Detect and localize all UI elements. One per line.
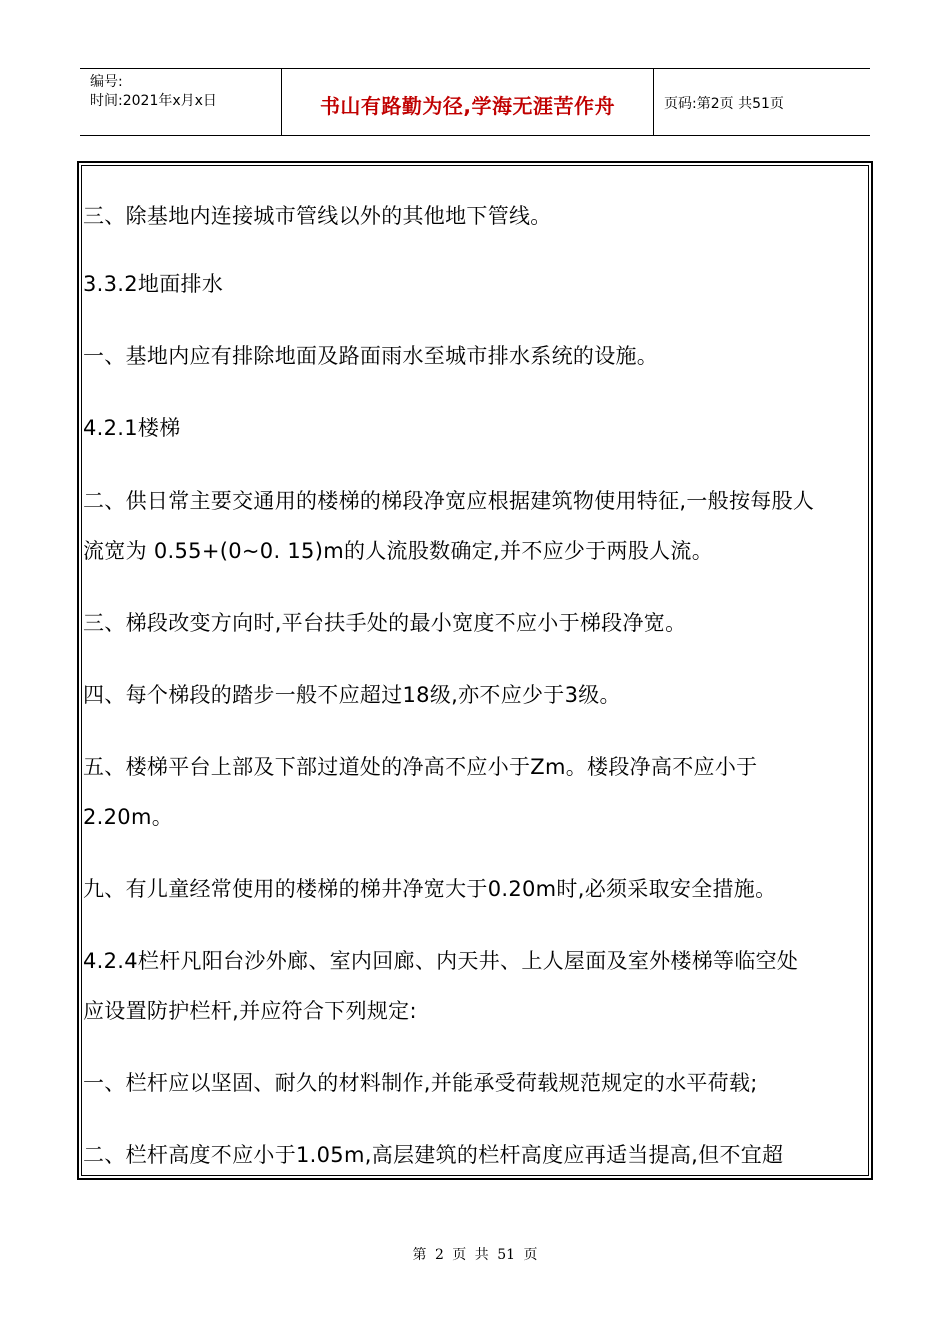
section-heading: 3.3.2地面排水 bbox=[83, 272, 224, 296]
content-box bbox=[77, 161, 873, 1180]
header-page-info-cell bbox=[654, 69, 870, 135]
content-line: 一、栏杆应以坚固、耐久的材料制作,并能承受荷载规范规定的水平荷载; bbox=[83, 1071, 758, 1095]
content-line: 二、供日常主要交通用的楼梯的梯段净宽应根据建筑物使用特征,一般按每股人 bbox=[83, 489, 815, 513]
content-line: 五、楼梯平台上部及下部过道处的净高不应小于Zm。楼段净高不应小于 bbox=[83, 755, 758, 779]
content-line: 一、基地内应有排除地面及路面雨水至城市排水系统的设施。 bbox=[83, 344, 659, 368]
section-heading: 4.2.1楼梯 bbox=[83, 416, 181, 440]
content-line: 四、每个梯段的踏步一般不应超过18级,亦不应少于3级。 bbox=[83, 683, 621, 707]
page-footer bbox=[0, 1244, 950, 1264]
time-label: 时间:2021年x月x日 bbox=[90, 93, 217, 109]
section-heading: 4.2.4栏杆凡阳台沙外廊、室内回廊、内天井、上人屋面及室外楼梯等临空处 bbox=[83, 949, 799, 973]
footer-page-number: 第 2 页 共 51 页 bbox=[412, 1247, 538, 1263]
content-line: 应设置防护栏杆,并应符合下列规定: bbox=[83, 999, 417, 1023]
number-label: 编号: bbox=[90, 74, 123, 90]
content-line: 2.20m。 bbox=[83, 805, 174, 829]
content-line: 流宽为 0.55+(0~0. 15)m的人流股数确定,并不应少于两股人流。 bbox=[83, 539, 714, 563]
header-meta bbox=[80, 69, 282, 135]
page-info: 页码:第2页 共51页 bbox=[664, 96, 784, 112]
motto: 书山有路勤为径,学海无涯苦作舟 bbox=[319, 93, 616, 118]
content-line: 三、除基地内连接城市管线以外的其他地下管线。 bbox=[83, 204, 552, 228]
header-motto-cell bbox=[282, 69, 654, 135]
page-header bbox=[80, 68, 870, 136]
content-line: 二、栏杆高度不应小于1.05m,高层建筑的栏杆高度应再适当提高,但不宜超 bbox=[83, 1143, 784, 1167]
content-line: 九、有儿童经常使用的楼梯的梯井净宽大于0.20m时,必须采取安全措施。 bbox=[83, 877, 777, 901]
content-line: 三、梯段改变方向时,平台扶手处的最小宽度不应小于梯段净宽。 bbox=[83, 611, 687, 635]
